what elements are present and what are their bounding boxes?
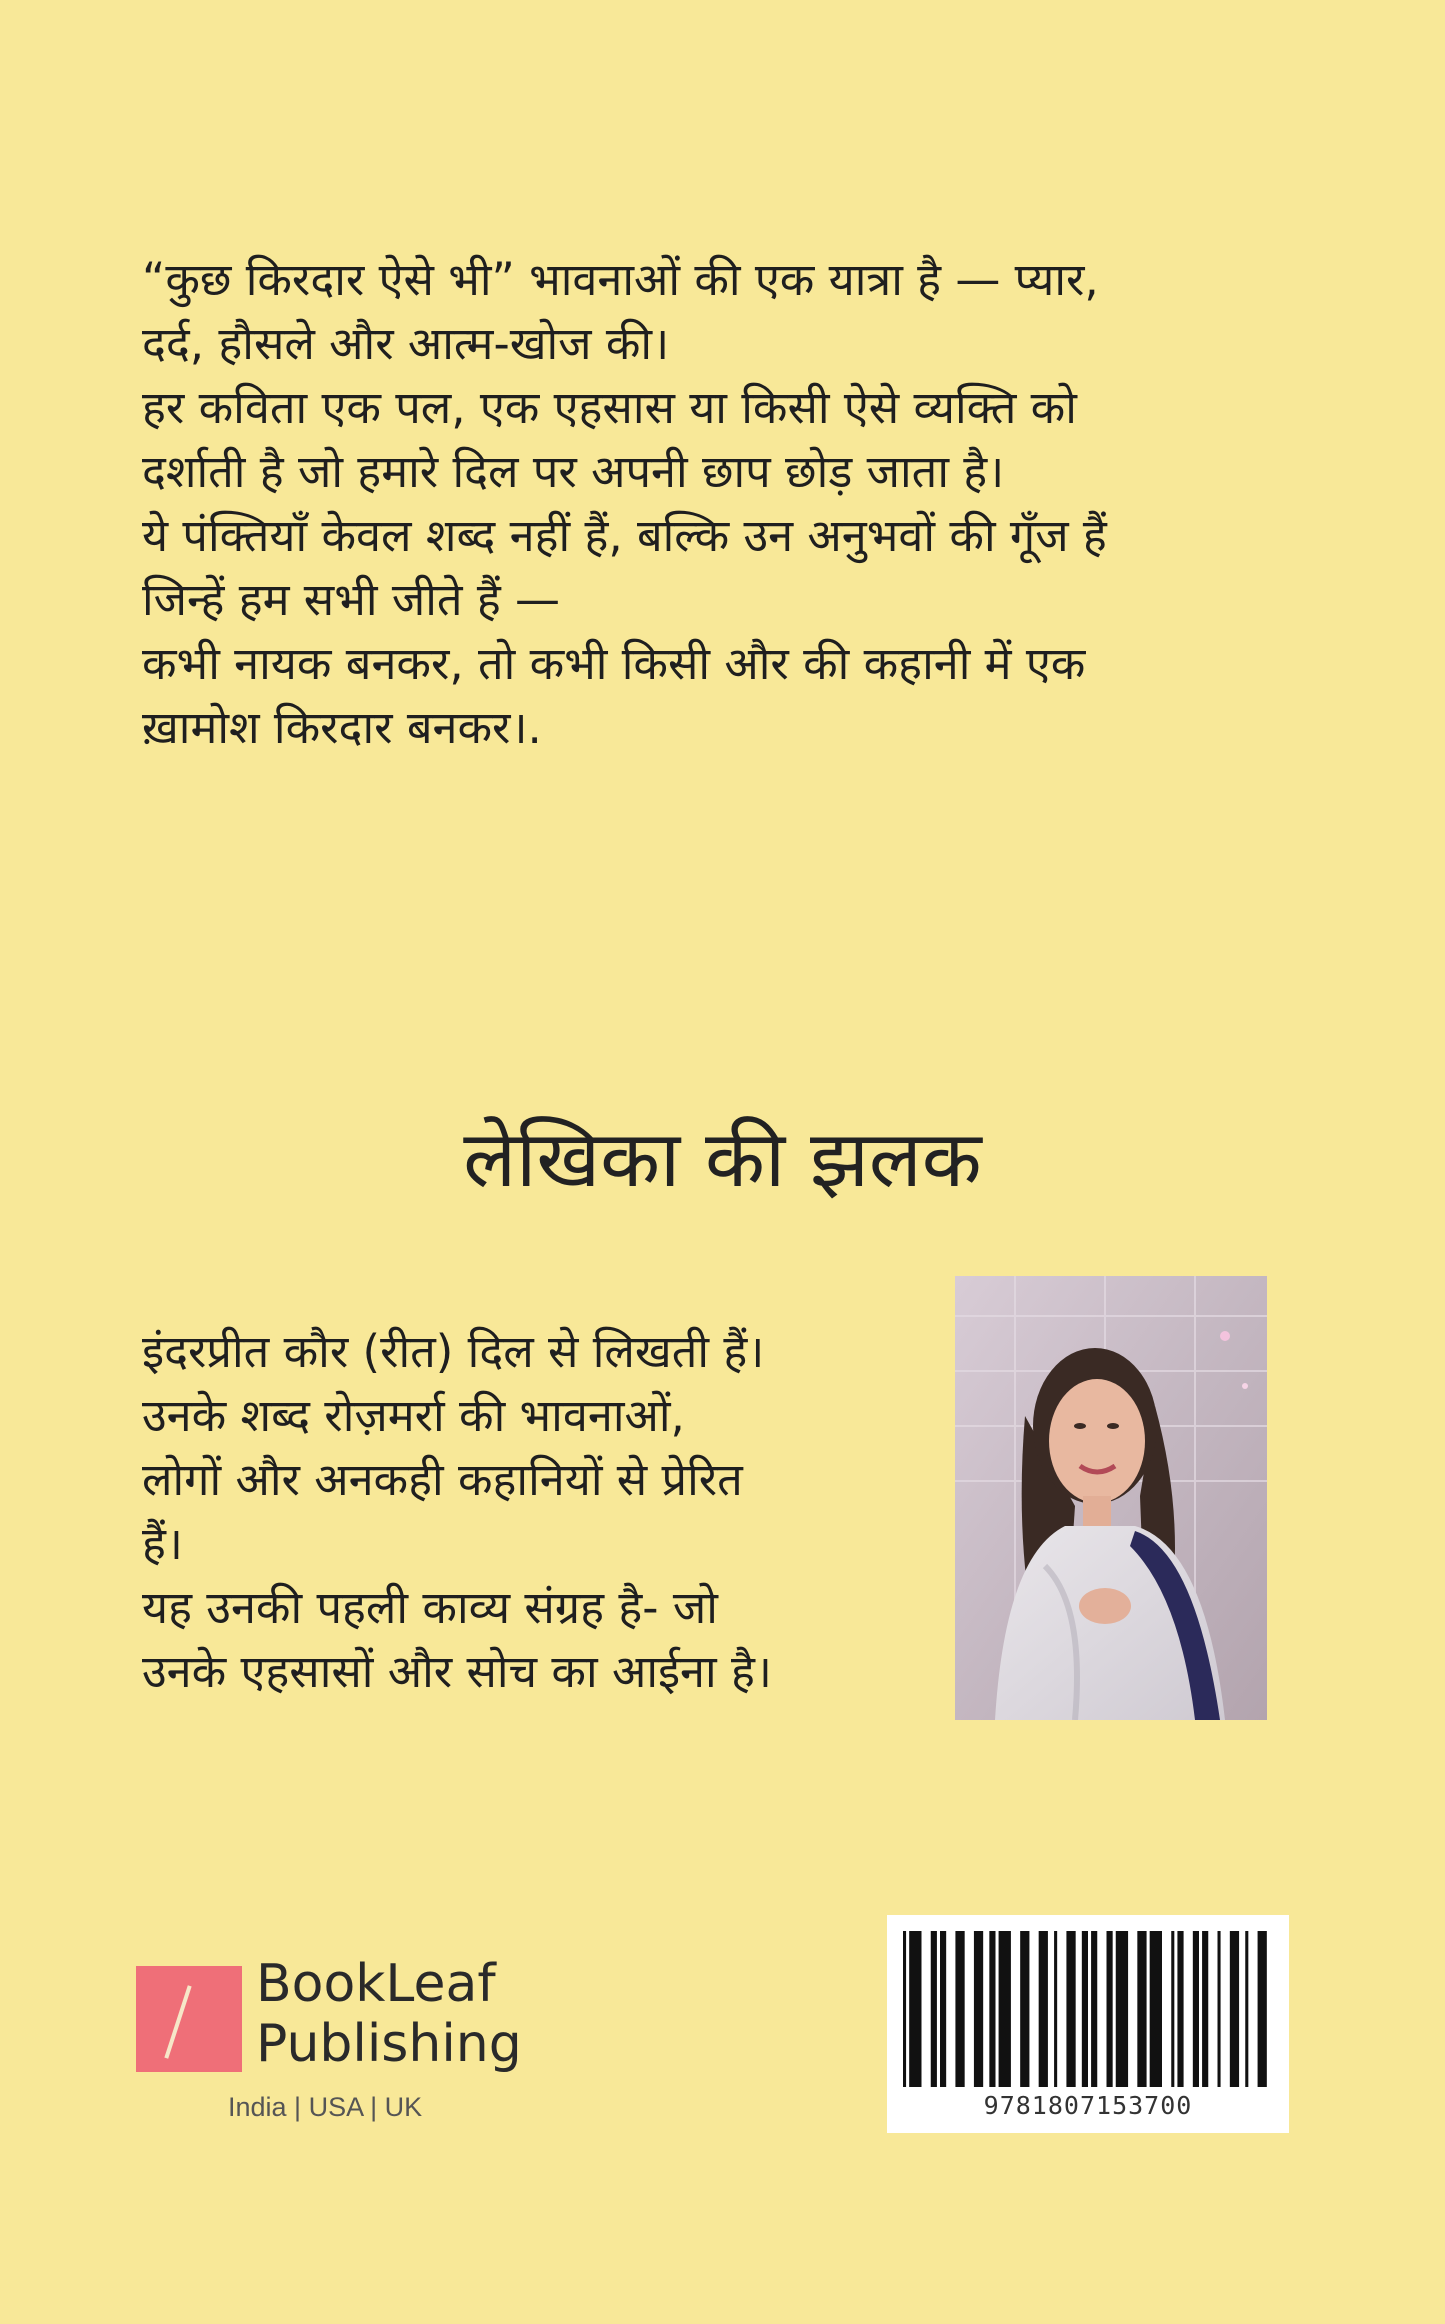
bio-line: लोगों और अनकही कहानियों से प्रेरित	[142, 1453, 743, 1506]
bio-line: उनके शब्द रोज़मर्रा की भावनाओं,	[142, 1389, 685, 1442]
blurb-line: जिन्हें हम सभी जीते हैं —	[142, 573, 561, 626]
barcode-bar	[1171, 1931, 1174, 2087]
publisher-regions: India | USA | UK	[228, 2092, 423, 2122]
barcode-bar	[974, 1931, 983, 2087]
barcode-bar	[1020, 1931, 1029, 2087]
barcode-bar	[1258, 1931, 1267, 2087]
blurb-line: कभी नायक बनकर, तो कभी किसी और की कहानी में एक	[142, 637, 1086, 690]
barcode-bar	[1066, 1931, 1075, 2087]
barcode-bar	[903, 1931, 906, 2087]
barcode-bar	[1202, 1931, 1208, 2087]
blurb-line: ये पंक्तियाँ केवल शब्द नहीं हैं, बल्कि उन अनुभवों की गूँज हैं	[142, 509, 1107, 562]
bio-line: यह उनकी पहली काव्य संग्रह है- जो	[142, 1581, 718, 1634]
barcode-bar	[1150, 1931, 1162, 2087]
barcode-bar	[940, 1931, 946, 2087]
barcode-bar	[1107, 1931, 1113, 2087]
barcode-bar	[1082, 1931, 1088, 2087]
barcode-bar	[1137, 1931, 1146, 2087]
author-photo	[955, 1276, 1267, 1720]
blurb-line: “कुछ किरदार ऐसे भी” भावनाओं की एक यात्रा है — प्यार,	[142, 253, 1099, 306]
author-section-title: लेखिका की झलक	[463, 1115, 982, 1205]
publisher-logo	[136, 1954, 536, 2142]
barcode-bar	[1230, 1931, 1239, 2087]
isbn-number: 9781807153700	[983, 2091, 1193, 2120]
blurb-line: ख़ामोश किरदार बनकर।.	[142, 701, 542, 754]
isbn-barcode	[887, 1915, 1289, 2133]
author-photo-illustration	[955, 1276, 1267, 1720]
barcode-bar	[989, 1931, 995, 2087]
blurb-line: दर्द, हौसले और आत्म-खोज की।	[142, 317, 670, 370]
barcode-bar	[1177, 1931, 1183, 2087]
barcode-bar	[999, 1931, 1011, 2087]
barcode-bars	[903, 1931, 1273, 2087]
barcode-bar	[1039, 1931, 1048, 2087]
bio-line: हैं।	[142, 1517, 183, 1570]
blurb-line: हर कविता एक पल, एक एहसास या किसी ऐसे व्यक्ति को	[142, 381, 1077, 434]
author-bio	[142, 1320, 902, 1704]
barcode-bar	[1091, 1931, 1097, 2087]
barcode-bar	[1218, 1931, 1221, 2087]
barcode-bar	[1116, 1931, 1128, 2087]
barcode-bar	[1054, 1931, 1057, 2087]
publisher-mark-icon	[136, 1966, 242, 2072]
publisher-name-line2: Publishing	[256, 2014, 522, 2074]
back-cover-blurb	[142, 248, 1182, 760]
blurb-line: दर्शाती है जो हमारे दिल पर अपनी छाप छोड़ जाता है।	[142, 445, 1005, 498]
barcode-bar	[955, 1931, 964, 2087]
publisher-name-line1: BookLeaf	[256, 1954, 496, 2014]
barcode-bar	[909, 1931, 921, 2087]
publisher-name	[256, 1954, 522, 2074]
bio-line: इंदरप्रीत कौर (रीत) दिल से लिखती हैं।	[142, 1325, 765, 1378]
barcode-bar	[931, 1931, 937, 2087]
bio-line: उनके एहसासों और सोच का आईना है।	[142, 1645, 772, 1698]
barcode-bar	[1245, 1931, 1248, 2087]
barcode-bar	[1193, 1931, 1199, 2087]
